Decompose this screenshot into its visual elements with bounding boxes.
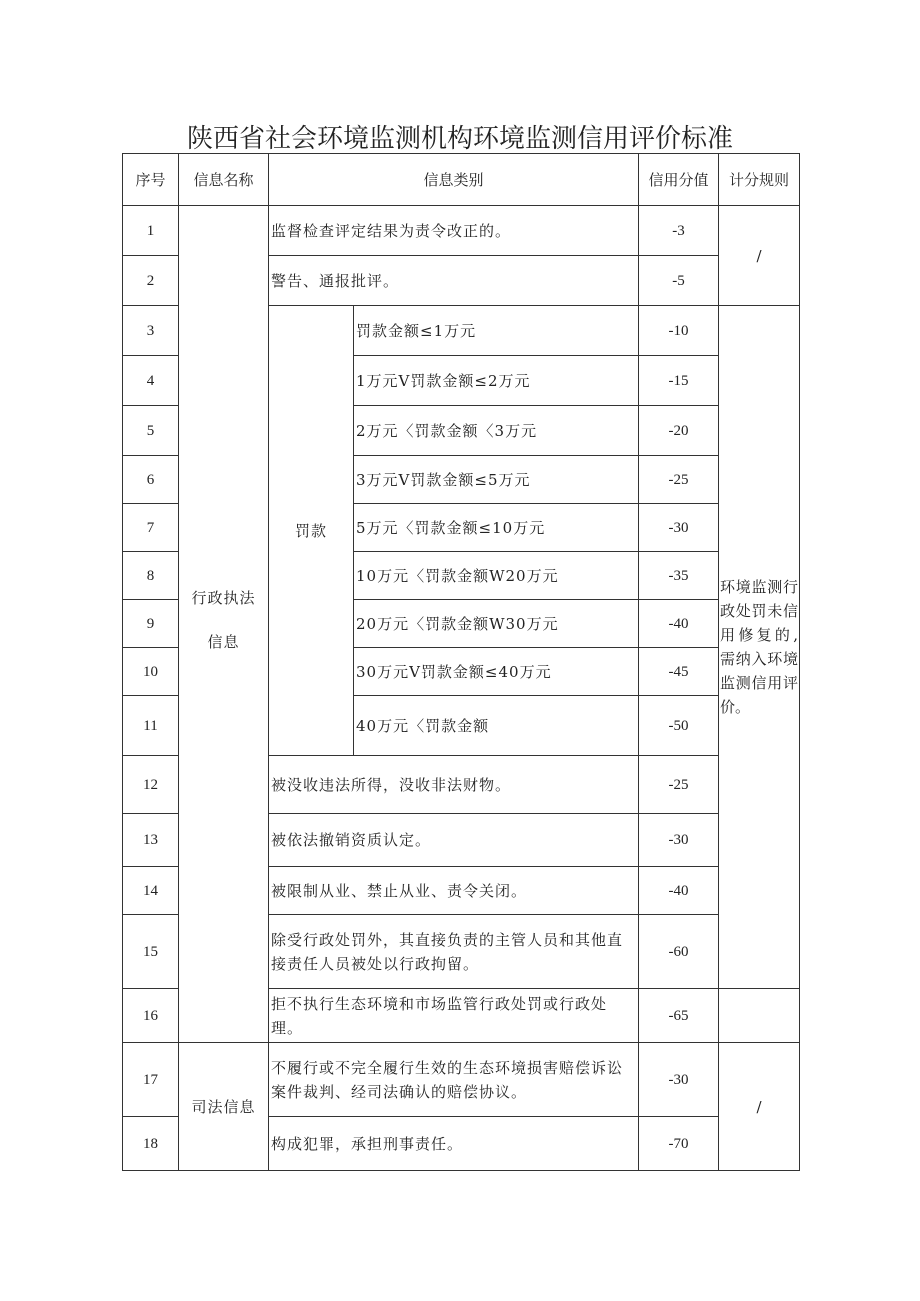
row-seq: 12 [123, 756, 179, 814]
row-seq: 16 [123, 989, 179, 1043]
row-score: -10 [639, 306, 719, 356]
row-seq: 18 [123, 1117, 179, 1171]
row-score: -40 [639, 867, 719, 915]
group-judicial: 司法信息 [179, 1043, 269, 1171]
row-score: -40 [639, 600, 719, 648]
row-category: 被没收违法所得，没收非法财物。 [269, 756, 639, 814]
group-admin-line2: 信息 [207, 633, 240, 651]
row-score: -25 [639, 756, 719, 814]
row-category: 40万元〈罚款金额 [354, 696, 639, 756]
rule-empty [719, 989, 800, 1043]
row-score: -35 [639, 552, 719, 600]
row-category: 20万元〈罚款金额W30万元 [354, 600, 639, 648]
row-category: 除受行政处罚外，其直接负责的主管人员和其他直接责任人员被处以行政拘留。 [269, 915, 639, 989]
header-row [123, 154, 800, 206]
row-score: -45 [639, 648, 719, 696]
row-seq: 7 [123, 504, 179, 552]
row-seq: 4 [123, 356, 179, 406]
header-category: 信息类别 [269, 154, 639, 206]
header-seq: 序号 [123, 154, 179, 206]
row-score: -50 [639, 696, 719, 756]
row-score: -30 [639, 504, 719, 552]
row-seq: 5 [123, 406, 179, 456]
row-category: 30万元V罚款金额≤40万元 [354, 648, 639, 696]
row-category: 被限制从业、禁止从业、责令关闭。 [269, 867, 639, 915]
row-seq: 8 [123, 552, 179, 600]
row-category: 罚款金额≤1万元 [354, 306, 639, 356]
row-score: -3 [639, 206, 719, 256]
table-row [123, 206, 800, 256]
row-category: 3万元V罚款金额≤5万元 [354, 456, 639, 504]
rule-slash-top: / [719, 206, 800, 306]
group-admin-enforcement [179, 206, 269, 1043]
credit-standard-table [122, 153, 800, 1171]
row-category: 2万元〈罚款金额〈3万元 [354, 406, 639, 456]
row-score: -5 [639, 256, 719, 306]
row-score: -30 [639, 814, 719, 867]
row-score: -25 [639, 456, 719, 504]
row-seq: 17 [123, 1043, 179, 1117]
row-seq: 3 [123, 306, 179, 356]
row-seq: 2 [123, 256, 179, 306]
row-seq: 10 [123, 648, 179, 696]
row-seq: 15 [123, 915, 179, 989]
row-category: 1万元V罚款金额≤2万元 [354, 356, 639, 406]
row-seq: 9 [123, 600, 179, 648]
row-category: 被依法撤销资质认定。 [269, 814, 639, 867]
row-seq: 11 [123, 696, 179, 756]
rule-slash-bottom: / [719, 1043, 800, 1171]
rule-fine: 环境监测行政处罚未信用修复的,需纳入环境监测信用评价。 [719, 306, 800, 989]
row-score: -20 [639, 406, 719, 456]
row-score: -65 [639, 989, 719, 1043]
row-seq: 6 [123, 456, 179, 504]
table-row [123, 1043, 800, 1117]
row-score: -70 [639, 1117, 719, 1171]
row-score: -30 [639, 1043, 719, 1117]
header-name: 信息名称 [179, 154, 269, 206]
page-title: 陕西省社会环境监测机构环境监测信用评价标准 [186, 124, 733, 154]
group-fine: 罚款 [269, 306, 354, 756]
row-seq: 13 [123, 814, 179, 867]
header-score: 信用分值 [639, 154, 719, 206]
header-rule: 计分规则 [719, 154, 800, 206]
row-category: 不履行或不完全履行生效的生态环境损害赔偿诉讼案件裁判、经司法确认的赔偿协议。 [269, 1043, 639, 1117]
row-category: 构成犯罪，承担刑事责任。 [269, 1117, 639, 1171]
row-category: 警告、通报批评。 [269, 256, 639, 306]
row-category: 5万元〈罚款金额≤10万元 [354, 504, 639, 552]
row-score: -15 [639, 356, 719, 406]
row-seq: 14 [123, 867, 179, 915]
group-admin-line1: 行政执法 [191, 589, 256, 607]
row-category: 监督检查评定结果为责令改正的。 [269, 206, 639, 256]
row-category: 10万元〈罚款金额W20万元 [354, 552, 639, 600]
row-seq: 1 [123, 206, 179, 256]
row-score: -60 [639, 915, 719, 989]
row-category: 拒不执行生态环境和市场监管行政处罚或行政处理。 [269, 989, 639, 1043]
